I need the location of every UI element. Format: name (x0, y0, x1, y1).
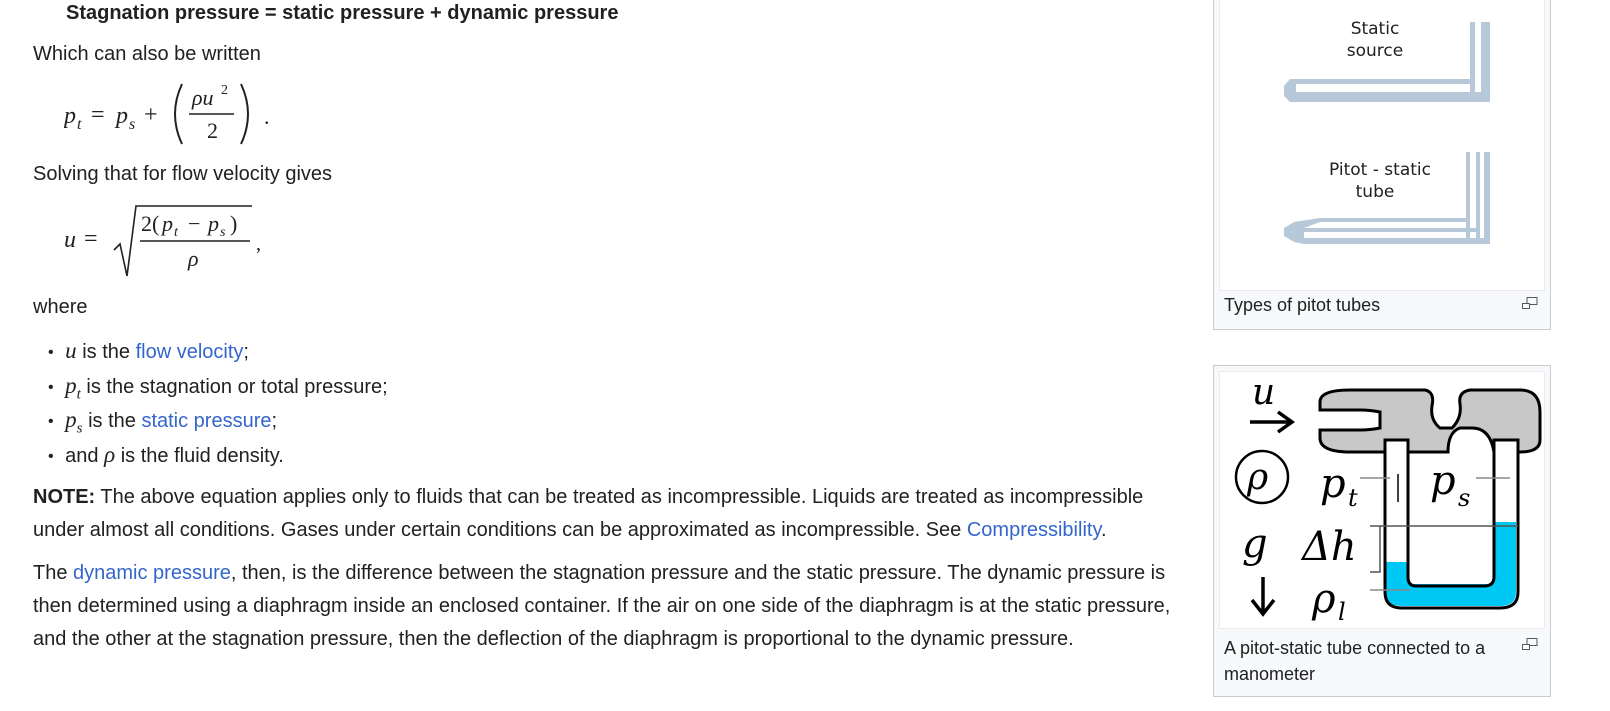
variable-subscript: s (76, 420, 83, 437)
figure-pitot-types-caption: Types of pitot tubes (1224, 295, 1381, 315)
figure-manometer (1213, 365, 1551, 697)
figure-pitot-types-image[interactable] (1219, 0, 1545, 291)
enlarge-icon[interactable] (1522, 297, 1538, 309)
svg-text:ρ: ρ (188, 246, 199, 271)
variable-symbol (65, 372, 81, 403)
bullet-text: is the (76, 341, 136, 363)
svg-text:+: + (144, 102, 158, 128)
symbol-rhol: ρ (1312, 576, 1336, 622)
manometer-diagram (1220, 372, 1544, 628)
symbol-pt: p (1320, 461, 1346, 507)
svg-text:=: = (91, 102, 105, 128)
svg-text:): ) (230, 211, 238, 236)
svg-text:t: t (77, 116, 82, 133)
note-label: NOTE: (33, 486, 96, 508)
symbol-pt-sub: t (1348, 484, 1358, 512)
svg-text:p: p (64, 103, 76, 129)
bullet-text: is the stagnation or total pressure; (80, 375, 388, 398)
note-paragraph (33, 481, 1198, 547)
symbol-u: u (1252, 372, 1276, 413)
equation-stagnation-graphic (64, 78, 284, 153)
list-item (48, 369, 388, 404)
variable-symbol: u (65, 338, 77, 363)
svg-text:s: s (129, 116, 136, 133)
symbol-rhol-sub: l (1338, 598, 1346, 626)
compressibility-link[interactable]: Compressibility (966, 519, 1101, 541)
section-heading: Stagnation pressure = static pressure + dynamic pressure (66, 2, 619, 24)
bullet-text-end: ; (243, 341, 249, 363)
pitot-types-diagram (1220, 0, 1544, 290)
note-text: The above equation applies only to fluids that can be treated as incompressible. Liquids are treated as incompressible under almost all conditions. Gases under certain conditions can be approximated as incompressible. See (33, 486, 1144, 541)
variable-list (48, 334, 388, 472)
where-text: where (33, 296, 88, 318)
svg-text:2: 2 (221, 83, 228, 98)
flow-arrow-icon (1250, 412, 1292, 432)
list-item (48, 403, 388, 438)
bullet-text-end: ; (271, 410, 278, 433)
solving-text: Solving that for flow velocity gives (33, 163, 333, 185)
equation-stagnation (64, 78, 284, 160)
symbol-g: g (1242, 521, 1268, 567)
variable-symbol: ρ (104, 441, 116, 467)
figure-manometer-caption: A pitot-static tube connected to a manometer (1224, 638, 1486, 684)
variable-symbol (65, 407, 83, 437)
enlarge-icon[interactable] (1522, 638, 1538, 650)
dynamic-pressure-link[interactable]: dynamic pressure (73, 562, 231, 584)
variable-base: p (65, 372, 77, 398)
svg-text:p: p (162, 211, 173, 236)
pitot-static-label-2: tube (1355, 182, 1395, 202)
svg-text:p: p (208, 211, 219, 236)
dynamic-pre: The (33, 562, 74, 584)
delta-h-bracket (1370, 526, 1380, 572)
flow-velocity-link[interactable]: flow velocity (135, 341, 244, 363)
svg-text:.: . (264, 104, 270, 129)
bullet-text: is the fluid density. (115, 444, 284, 467)
dynamic-text: , then, is the difference between the stagnation pressure and the static pressure. The dynamic pressure is then determined using a diaphragm inside an enclosed container. If the air on one side of the diaphragm is at the static pressure, and the other at the stagnation pressure, then the deflection of the diaphragm is proportional to the dynamic pressure. (33, 562, 1171, 650)
variable-base: p (65, 407, 77, 433)
equation-velocity (64, 198, 284, 290)
svg-text:2: 2 (207, 118, 218, 143)
list-item (48, 438, 388, 473)
svg-text:2(: 2( (141, 211, 160, 236)
variable-subscript: t (76, 386, 81, 403)
symbol-rho: ρ (1247, 457, 1269, 498)
pitot-static-label-1: Pitot - static (1329, 160, 1431, 180)
dynamic-pressure-paragraph (33, 557, 1198, 656)
svg-text:=: = (84, 226, 98, 252)
static-source-label-1: Static (1350, 19, 1400, 39)
bullet-text-start: and (65, 444, 105, 467)
symbol-dh: Δh (1302, 524, 1357, 570)
bullet-text: is the (82, 410, 142, 433)
static-pressure-link[interactable]: static pressure (141, 410, 272, 433)
figure-manometer-image[interactable] (1219, 371, 1545, 629)
svg-text:s: s (220, 225, 226, 240)
list-item (48, 334, 388, 369)
svg-text:ρu: ρu (192, 85, 214, 110)
also-written-text: Which can also be written (33, 43, 261, 65)
gravity-arrow-icon (1252, 577, 1274, 614)
svg-text:,: , (256, 233, 261, 255)
symbol-ps: p (1430, 458, 1456, 504)
figure-pitot-types (1213, 0, 1551, 330)
svg-text:u: u (64, 227, 76, 253)
equation-velocity-graphic (64, 198, 284, 283)
svg-text:t: t (174, 225, 178, 240)
svg-text:p: p (116, 103, 128, 129)
svg-text:−: − (188, 211, 201, 236)
static-source-label-2: source (1346, 41, 1404, 61)
symbol-ps-sub: s (1458, 484, 1471, 512)
note-end: . (1100, 519, 1107, 541)
